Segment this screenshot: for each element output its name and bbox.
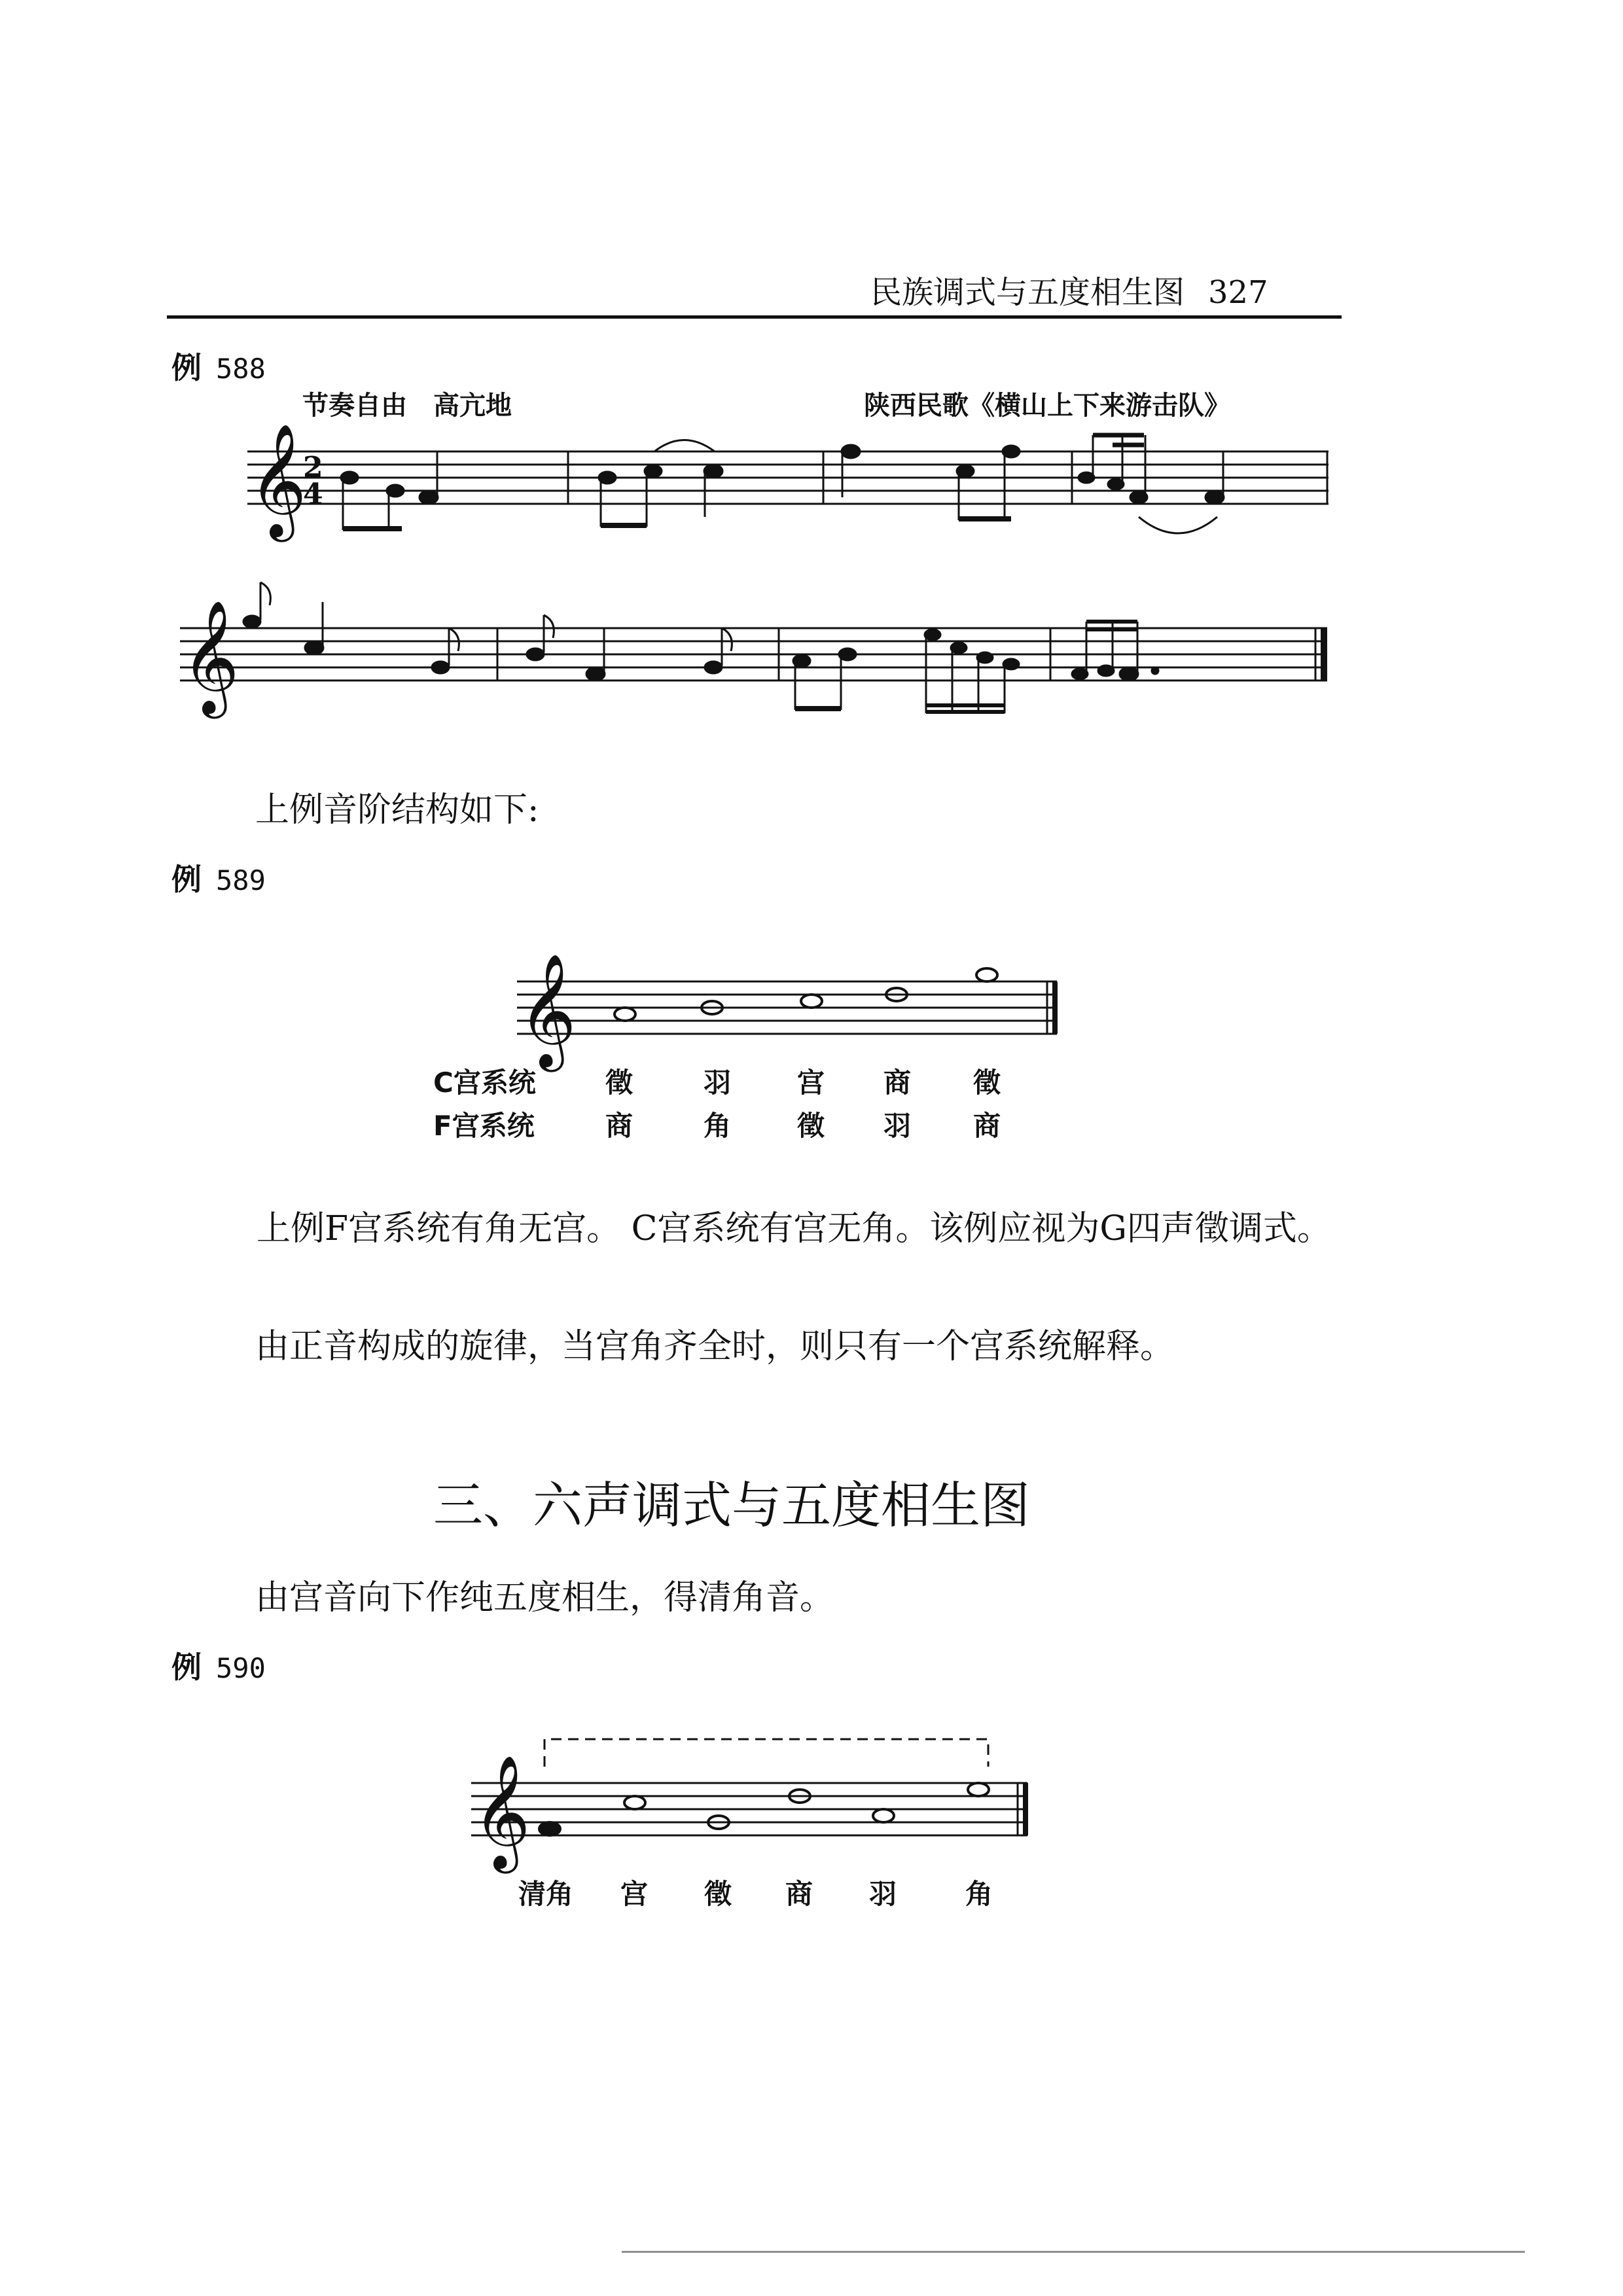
staff-1 <box>247 451 1329 504</box>
scale-row-c <box>0 1061 1623 1101</box>
degree-label: 徵 <box>973 1067 1001 1099</box>
degree-label: 羽 <box>704 1067 732 1099</box>
example-588-number: 588 <box>216 353 266 385</box>
degree-label: 徵 <box>704 1878 732 1910</box>
treble-clef-2: 𝄞 <box>181 600 240 714</box>
scale-row-f <box>0 1104 1623 1144</box>
song-source: 陕西民歌《横山上下来游击队》 <box>864 391 1230 421</box>
scale-row-name: F宫系统 <box>433 1110 535 1142</box>
degree-label: 角 <box>704 1110 732 1142</box>
paragraph-conclusion: 由正音构成的旋律，当宫角齐全时，则只有一个宫系统解释。 <box>255 1327 1175 1366</box>
degree-label: 羽 <box>883 1110 912 1142</box>
example-590-label <box>171 1644 266 1687</box>
tempo-marking: 节奏自由 高亢地 <box>302 391 512 421</box>
degree-label: 商 <box>785 1878 813 1910</box>
degree-label: 清角 <box>518 1878 574 1910</box>
scale-row-590 <box>0 1873 1623 1912</box>
example-589-number: 589 <box>216 864 266 896</box>
time-sig-top: 2 <box>303 451 323 484</box>
scale-row-name: C宫系统 <box>433 1067 536 1099</box>
degree-label: 徵 <box>605 1067 633 1099</box>
degree-label: 角 <box>965 1878 993 1910</box>
time-sig-bottom: 4 <box>303 478 323 511</box>
degree-label: 宫 <box>797 1067 825 1099</box>
paragraph-scale-intro: 上例音阶结构如下: <box>255 790 539 830</box>
example-589-label <box>171 856 266 899</box>
scan-artifact-line <box>622 2251 1525 2253</box>
staff-1-notes <box>341 435 1224 533</box>
degree-label: 羽 <box>869 1878 897 1910</box>
paragraph-qingjiao: 由宫音向下作纯五度相生，得清角音。 <box>255 1578 834 1617</box>
section-heading: 三、六声调式与五度相生图 <box>433 1476 1030 1534</box>
page-number: 327 <box>1208 274 1268 311</box>
example-589-prefix: 例 <box>171 862 202 897</box>
treble-clef-1: 𝄞 <box>249 423 307 537</box>
example-590-prefix: 例 <box>171 1650 202 1685</box>
example-588-prefix: 例 <box>171 350 202 385</box>
staff-2-notes <box>243 582 1158 713</box>
degree-label: 宫 <box>620 1878 649 1910</box>
treble-clef-4: 𝄞 <box>473 1755 531 1869</box>
example-590-number: 590 <box>216 1652 266 1684</box>
paragraph-analysis: 上例F宫系统有角无宫。 C宫系统有宫无角。该例应视为G四声徵调式。 <box>257 1209 1331 1248</box>
degree-label: 商 <box>973 1110 1001 1142</box>
treble-clef-3: 𝄞 <box>518 953 577 1067</box>
degree-label: 商 <box>883 1067 912 1099</box>
degree-label: 商 <box>605 1110 633 1142</box>
degree-label: 徵 <box>797 1110 825 1142</box>
header-title: 民族调式与五度相生图 <box>870 274 1185 311</box>
staff-3 <box>517 981 1057 1034</box>
